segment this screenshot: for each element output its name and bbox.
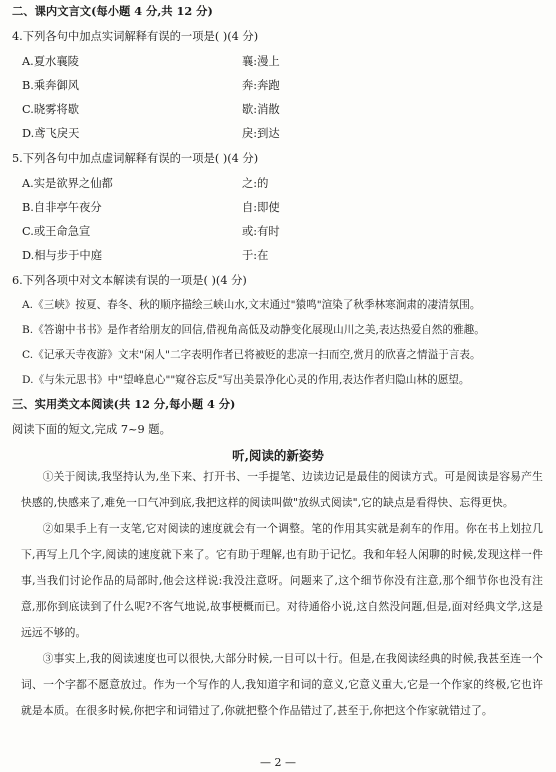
q5-option-b: B.自非亭午夜分 xyxy=(22,201,102,214)
q5-option-c: C.或王命急宣 xyxy=(22,225,91,238)
article-paragraph-1: ①关于阅读,我坚持认为,坐下来、打开书、一手提笔、边读边记是最佳的阅读方式。可是阅读是容易产生快感的,快感来了,难免一口气冲到底,我把这样的阅读叫做"放纵式阅读",它的缺点是看得快、忘得更快。 xyxy=(21,470,543,509)
q4-stem: 4.下列各句中加点实词解释有误的一项是( )(4 分) xyxy=(12,30,259,43)
section3-heading: 三、实用类文本阅读(共 12 分,每小题 4 分) xyxy=(12,397,236,411)
article-title: 听,阅读的新姿势 xyxy=(232,448,324,463)
q6-option-c: C.《记承天寺夜游》文末"闲人"二字表明作者已将被贬的悲凉一扫而空,赏月的欣喜之情溢于言表。 xyxy=(22,349,481,361)
q5-option-c-gloss: 或:有时 xyxy=(242,225,280,238)
q6-option-a: A.《三峡》按夏、春冬、秋的顺序描绘三峡山水,文末通过"猿鸣"渲染了秋季林寒涧肃的凄清氛围。 xyxy=(22,299,481,311)
article-paragraph-2: ②如果手上有一支笔,它对阅读的速度就会有一个调整。笔的作用其实就是刹车的作用。你在书上划拉几下,再写上几个字,阅读的速度就下来了。它有助于理解,也有助于记忆。我和年轻人闲聊的时候,发现这样一件事,当我们讨论作品的局部时,他会这样说:我没注意呀。问题来了,这个细节你没有注意,那个细节你也没有注意,那你到底读到了什么呢?不客气地说,故事梗概而已。对待通俗小说,这自然没问题,但是,面对经典文学,这是远远不够的。 xyxy=(21,522,543,639)
q5-option-a-gloss: 之:的 xyxy=(242,177,269,190)
q4-option-b: B.乘奔御风 xyxy=(22,79,80,92)
article-body xyxy=(21,464,543,724)
q4-option-c: C.晓雾将歇 xyxy=(22,103,80,116)
q4-option-d-gloss: 戾:到达 xyxy=(242,127,280,140)
article-paragraph-3: ③事实上,我的阅读速度也可以很快,大部分时候,一目可以十行。但是,在我阅读经典的时候,我甚至连一个词、一个字都不愿意放过。作为一个写作的人,我知道字和词的意义,它意义重大,它是一个作家的终极,它也许就是本质。在很多时候,你把字和词错过了,你就把整个作品错过了,甚至于,你把这个作家就错过了。 xyxy=(21,652,543,717)
q5-option-d-gloss: 于:在 xyxy=(242,249,269,262)
q4-option-a-gloss: 襄:漫上 xyxy=(242,55,280,68)
q4-option-c-gloss: 歇:消散 xyxy=(242,103,280,116)
q6-option-b: B.《答谢中书书》是作者给朋友的回信,借视角高低及动静变化展现山川之美,表达热爱自然的雅趣。 xyxy=(22,324,485,336)
q5-option-b-gloss: 自:即使 xyxy=(242,201,280,214)
q4-option-a: A.夏水襄陵 xyxy=(22,55,79,68)
q6-option-d: D.《与朱元思书》中"望峰息心""窥谷忘反"写出美景净化心灵的作用,表达作者归隐山林的愿望。 xyxy=(22,374,470,386)
section3-instruction: 阅读下面的短文,完成 7~9 题。 xyxy=(12,423,171,436)
q4-option-d: D.鸢飞戾天 xyxy=(22,127,80,140)
q5-option-d: D.相与步于中庭 xyxy=(22,249,103,262)
q4-option-b-gloss: 奔:奔跑 xyxy=(242,79,280,92)
q5-option-a: A.实是欲界之仙都 xyxy=(22,177,113,190)
q6-stem: 6.下列各项中对文本解读有误的一项是( )(4 分) xyxy=(12,274,247,287)
q5-stem: 5.下列各句中加点虚词解释有误的一项是( )(4 分) xyxy=(12,152,259,165)
page-number: — 2 — xyxy=(260,756,296,769)
section2-heading: 二、课内文言文(每小题 4 分,共 12 分) xyxy=(12,4,213,18)
